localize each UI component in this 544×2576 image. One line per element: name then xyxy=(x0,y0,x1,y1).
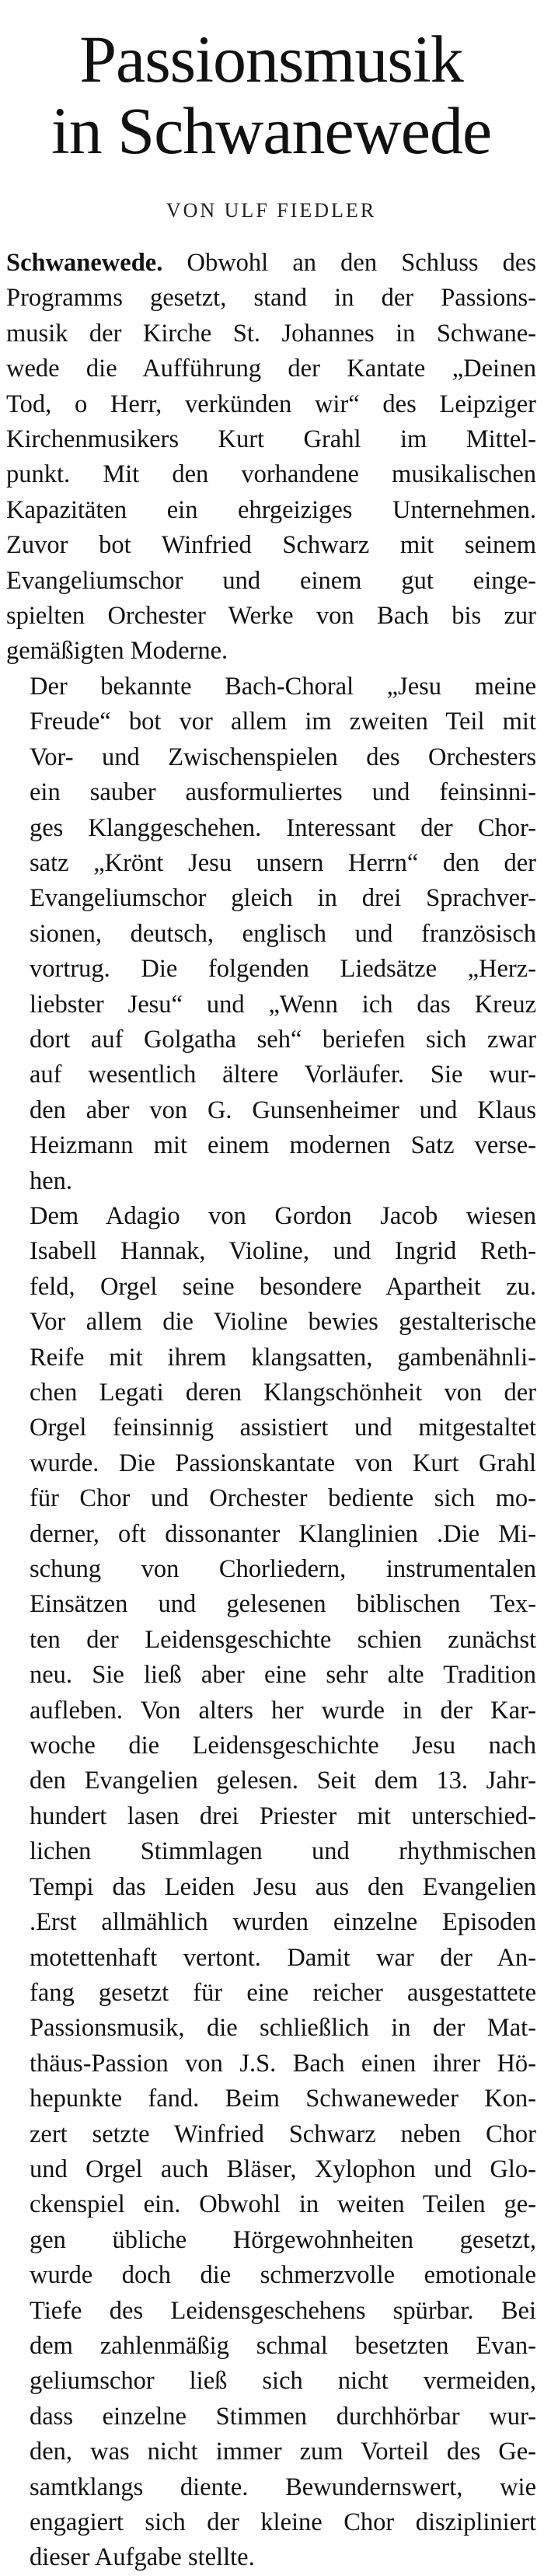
text-line: gemäßigten Moderne. xyxy=(6,637,228,666)
text-line: lichen Stimmlagen und rhythmischen xyxy=(30,1837,536,1866)
article-body xyxy=(6,246,536,2576)
text-line: woche die Leidensgeschichte Jesu nach xyxy=(30,1732,536,1760)
headline-line-2: in Schwanewede xyxy=(51,93,492,168)
text-line: dort auf Golgatha seh“ beriefen sich zwar xyxy=(30,1025,536,1054)
text-line: Programms gesetzt, stand in der Passions- xyxy=(6,284,536,313)
text-line: thäus-Passion von J.S. Bach einen ihrer Hö- xyxy=(30,2049,536,2078)
newspaper-article xyxy=(6,0,536,2572)
text-line: .Erst allmählich wurden einzelne Episoden xyxy=(30,1908,536,1937)
text-line: Zuvor bot Winfried Schwarz mit seinem xyxy=(6,531,536,560)
text-line: satz „Krönt Jesu unsern Herrn“ den der xyxy=(30,848,536,877)
text-line: Dem Adagio von Gordon Jacob wiesen xyxy=(30,1201,536,1230)
text-line: derner, oft dissonanter Klanglinien .Die Mi- xyxy=(30,1519,536,1548)
text-line: Orgel feinsinnig assistiert und mitgestaltet xyxy=(30,1414,536,1442)
text-line: liebster Jesu“ und „Wenn ich das Kreuz xyxy=(30,990,536,1019)
article-paragraph xyxy=(6,1199,536,2576)
article-headline xyxy=(6,23,536,166)
text-line xyxy=(6,246,536,281)
text-line: und Orgel auch Bläser, Xylophon und Glo- xyxy=(30,2155,536,2183)
text-line: ges Klanggeschehen. Interessant der Chor- xyxy=(30,813,536,842)
text-line: Tod, o Herr, verkünden wir“ des Leipziger xyxy=(6,390,536,418)
text-line: hepunkte fand. Beim Schwaneweder Kon- xyxy=(30,2085,536,2113)
text-line: ein sauber ausformuliertes und feinsinni- xyxy=(30,778,536,807)
text-line: schung von Chorliedern, instrumentalen xyxy=(30,1555,536,1584)
text-line: Isabell Hannak, Violine, und Ingrid Reth- xyxy=(30,1237,536,1266)
text-line: Der bekannte Bach-Choral „Jesu meine xyxy=(30,672,536,701)
text-line: motettenhaft vertont. Damit war der An- xyxy=(30,1943,536,1972)
text-line: Evangeliumschor und einem gut einge- xyxy=(6,566,536,595)
text-line: dass einzelne Stimmen durchhörbar wur- xyxy=(30,2402,536,2431)
text-line: auf wesentlich ältere Vorläufer. Sie wur- xyxy=(30,1061,536,1089)
text-line: wurde doch die schmerzvolle emotionale xyxy=(30,2261,536,2290)
text-line: geliumschor ließ sich nicht vermeiden, xyxy=(30,2367,536,2396)
text-line: Passionsmusik, die schließlich in der Mat- xyxy=(30,2014,536,2043)
text-line: sionen, deutsch, englisch und französisch xyxy=(30,919,536,948)
text-line: Kapazitäten ein ehrgeiziges Unternehmen. xyxy=(6,495,536,524)
text-line: punkt. Mit den vorhandene musikalischen xyxy=(6,460,536,489)
text-line: neu. Sie ließ aber eine sehr alte Tradition xyxy=(30,1661,536,1690)
article-dateline: Schwanewede. xyxy=(6,249,163,277)
text-line-rest: Obwohl an den Schluss des xyxy=(162,249,536,277)
text-line: hen. xyxy=(30,1166,73,1195)
text-line: gen übliche Hörgewohnheiten gesetzt, xyxy=(30,2225,536,2254)
text-line: Tiefe des Leidensgeschehens spürbar. Bei xyxy=(30,2296,536,2325)
text-line: dem zahlenmäßig schmal besetzten Evan- xyxy=(30,2331,536,2360)
text-line: Reife mit ihrem klangsatten, gambenähnli- xyxy=(30,1343,536,1372)
text-line: Vor- und Zwischenspielen des Orchesters xyxy=(30,743,536,771)
text-line: spielten Orchester Werke von Bach bis zur xyxy=(6,602,536,631)
text-line: zert setzte Winfried Schwarz neben Chor xyxy=(30,2120,536,2148)
text-line: musik der Kirche St. Johannes in Schwane- xyxy=(6,319,536,348)
text-line: Einsätzen und gelesenen biblischen Tex- xyxy=(30,1590,536,1619)
text-line: hundert lasen drei Priester mit unterschied- xyxy=(30,1802,536,1830)
text-line: wede die Aufführung der Kantate „Deinen xyxy=(6,355,536,383)
text-line: ckenspiel ein. Obwohl in weiten Teilen ge- xyxy=(30,2190,536,2219)
text-line: Heizmann mit einem modernen Satz verse- xyxy=(30,1131,536,1160)
text-line: Kirchenmusikers Kurt Grahl im Mittel- xyxy=(6,425,536,454)
text-line: den Evangelien gelesen. Seit dem 13. Jahr- xyxy=(30,1767,536,1795)
text-line: Freude“ bot vor allem im zweiten Teil mit xyxy=(30,708,536,736)
text-line: für Chor und Orchester bediente sich mo- xyxy=(30,1484,536,1513)
text-line: feld, Orgel seine besondere Apartheit zu. xyxy=(30,1272,536,1301)
text-line: den aber von G. Gunsenheimer und Klaus xyxy=(30,1096,536,1124)
text-line: aufleben. Von alters her wurde in der Kar- xyxy=(30,1696,536,1725)
text-line: Tempi das Leiden Jesu aus den Evangelien xyxy=(30,1872,536,1901)
article-byline: VON ULF FIEDLER xyxy=(166,199,377,222)
text-line: wurde. Die Passionskantate von Kurt Grahl xyxy=(30,1449,536,1477)
text-line: samtklangs diente. Bewundernswert, wie xyxy=(30,2473,536,2501)
text-line: chen Legati deren Klangschönheit von der xyxy=(30,1379,536,1407)
text-line: dieser Aufgabe stellte. xyxy=(30,2543,255,2572)
text-line: fang gesetzt für eine reicher ausgestattete xyxy=(30,1978,536,2007)
text-line: Evangeliumschor gleich in drei Sprachver- xyxy=(30,884,536,913)
headline-line-1: Passionsmusik xyxy=(79,22,463,96)
article-paragraph xyxy=(6,669,536,1199)
text-line: engagiert sich der kleine Chor diszipliniert xyxy=(30,2508,536,2536)
text-line: ten der Leidensgeschichte schien zunächst xyxy=(30,1625,536,1654)
text-line: vortrug. Die folgenden Liedsätze „Herz- xyxy=(30,955,536,984)
text-line: Vor allem die Violine bewies gestalterische xyxy=(30,1308,536,1337)
article-paragraph xyxy=(6,246,536,669)
text-line: den, was nicht immer zum Vorteil des Ge- xyxy=(30,2438,536,2466)
